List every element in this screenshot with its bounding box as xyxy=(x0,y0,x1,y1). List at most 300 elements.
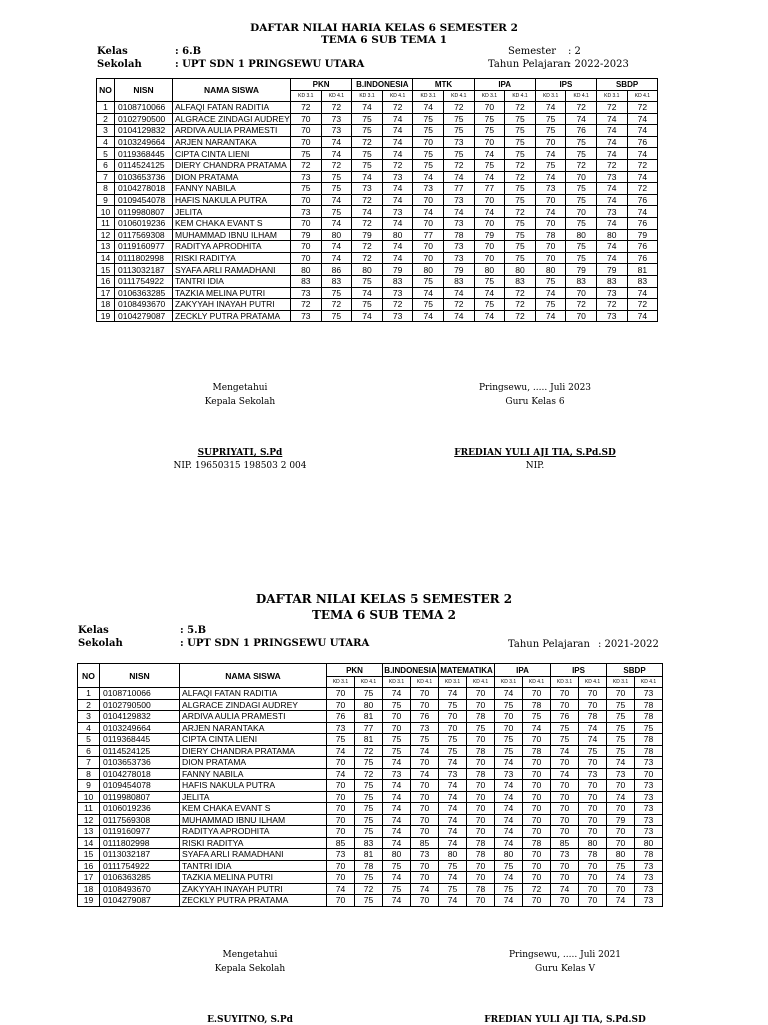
cell-score: 70 xyxy=(579,895,607,907)
cell-score: 70 xyxy=(523,757,551,769)
cell-score: 78 xyxy=(523,699,551,711)
cell-score: 73 xyxy=(444,241,475,253)
cell-score: 74 xyxy=(439,780,467,792)
cell-score: 79 xyxy=(291,229,322,241)
cell-nisn: 0104279087 xyxy=(100,895,180,907)
table-row xyxy=(97,194,658,206)
cell-score: 74 xyxy=(566,113,597,125)
cell-score: 70 xyxy=(551,688,579,700)
cell-score: 72 xyxy=(352,252,383,264)
table-row xyxy=(78,837,663,849)
header-kd: KD 3.1 xyxy=(327,677,355,688)
cell-score: 77 xyxy=(444,183,475,195)
cell-score: 74 xyxy=(607,872,635,884)
cell-score: 70 xyxy=(566,171,597,183)
cell-score: 74 xyxy=(579,734,607,746)
cell-score: 75 xyxy=(607,711,635,723)
header-subject: SBDP xyxy=(596,79,657,91)
cell-score: 74 xyxy=(352,206,383,218)
cell-score: 74 xyxy=(444,171,475,183)
cell-score: 70 xyxy=(579,860,607,872)
cell-score: 72 xyxy=(444,102,475,114)
cell-score: 72 xyxy=(355,745,383,757)
cell-no: 13 xyxy=(97,241,115,253)
cell-score: 78 xyxy=(535,229,566,241)
cell-score: 70 xyxy=(439,711,467,723)
cell-no: 18 xyxy=(78,883,100,895)
cell-score: 80 xyxy=(566,229,597,241)
cell-score: 70 xyxy=(327,826,355,838)
cell-score: 70 xyxy=(327,688,355,700)
cell-score: 75 xyxy=(352,275,383,287)
cell-score: 80 xyxy=(474,264,505,276)
table-row xyxy=(78,826,663,838)
section1-kelas-value: : 6.B xyxy=(175,46,202,57)
cell-nama: ZECKLY PUTRA PRATAMA xyxy=(180,895,327,907)
cell-no: 11 xyxy=(78,803,100,815)
cell-score: 80 xyxy=(505,264,536,276)
cell-nisn: 0119160977 xyxy=(115,241,173,253)
header-nama-siswa: NAMA SISWA xyxy=(173,79,291,102)
cell-score: 70 xyxy=(467,734,495,746)
cell-score: 70 xyxy=(439,722,467,734)
table-row xyxy=(97,299,658,311)
cell-score: 70 xyxy=(327,895,355,907)
cell-score: 72 xyxy=(627,159,658,171)
table-row xyxy=(78,849,663,861)
cell-score: 72 xyxy=(505,310,536,322)
header-subject: B.INDONESIA xyxy=(352,79,413,91)
cell-score: 70 xyxy=(291,252,322,264)
cell-score: 74 xyxy=(383,791,411,803)
cell-score: 73 xyxy=(321,125,352,137)
table-row xyxy=(97,171,658,183)
cell-nisn: 0108493670 xyxy=(115,299,173,311)
cell-score: 74 xyxy=(383,814,411,826)
cell-score: 74 xyxy=(474,287,505,299)
cell-score: 70 xyxy=(523,768,551,780)
cell-score: 78 xyxy=(523,745,551,757)
cell-score: 78 xyxy=(467,849,495,861)
cell-score: 74 xyxy=(411,768,439,780)
cell-score: 70 xyxy=(579,780,607,792)
cell-score: 75 xyxy=(505,136,536,148)
cell-score: 75 xyxy=(413,148,444,160)
section2-sekolah-value: : UPT SDN 1 PRINGSEWU UTARA xyxy=(180,638,370,649)
cell-score: 75 xyxy=(321,206,352,218)
cell-score: 77 xyxy=(355,722,383,734)
cell-score: 72 xyxy=(505,159,536,171)
cell-no: 4 xyxy=(78,722,100,734)
cell-score: 70 xyxy=(607,837,635,849)
cell-no: 7 xyxy=(78,757,100,769)
cell-score: 75 xyxy=(439,883,467,895)
cell-score: 75 xyxy=(355,780,383,792)
section2-tahun-value: : 2021-2022 xyxy=(598,639,659,650)
cell-nisn: 0108710066 xyxy=(115,102,173,114)
cell-score: 70 xyxy=(495,722,523,734)
section1-tahun-label: Tahun Pelajaran xyxy=(488,59,570,70)
cell-score: 81 xyxy=(355,734,383,746)
cell-score: 74 xyxy=(495,803,523,815)
cell-score: 75 xyxy=(551,734,579,746)
cell-score: 73 xyxy=(596,171,627,183)
cell-score: 74 xyxy=(596,125,627,137)
cell-nama: CIPTA CINTA LIENI xyxy=(180,734,327,746)
cell-score: 74 xyxy=(382,241,413,253)
cell-nisn: 0102790500 xyxy=(100,699,180,711)
cell-score: 70 xyxy=(579,803,607,815)
header-row xyxy=(97,79,658,91)
cell-score: 74 xyxy=(495,826,523,838)
cell-score: 75 xyxy=(444,113,475,125)
header-kd: KD 4.1 xyxy=(355,677,383,688)
cell-score: 74 xyxy=(382,113,413,125)
cell-score: 70 xyxy=(474,217,505,229)
cell-score: 74 xyxy=(495,814,523,826)
cell-score: 83 xyxy=(505,275,536,287)
cell-score: 83 xyxy=(382,275,413,287)
cell-score: 72 xyxy=(352,136,383,148)
table-row xyxy=(78,895,663,907)
cell-score: 72 xyxy=(627,183,658,195)
cell-score: 70 xyxy=(327,699,355,711)
cell-score: 70 xyxy=(411,872,439,884)
cell-score: 75 xyxy=(607,722,635,734)
cell-score: 79 xyxy=(627,229,658,241)
table-row xyxy=(78,860,663,872)
cell-score: 70 xyxy=(579,757,607,769)
cell-score: 75 xyxy=(444,148,475,160)
cell-score: 75 xyxy=(607,860,635,872)
cell-score: 74 xyxy=(535,287,566,299)
cell-score: 73 xyxy=(444,217,475,229)
cell-score: 75 xyxy=(439,860,467,872)
cell-no: 8 xyxy=(78,768,100,780)
cell-score: 79 xyxy=(352,229,383,241)
cell-score: 73 xyxy=(635,883,663,895)
cell-score: 75 xyxy=(413,299,444,311)
cell-score: 76 xyxy=(566,125,597,137)
cell-nama: ZAKYYAH INAYAH PUTRI xyxy=(173,299,291,311)
cell-score: 75 xyxy=(495,860,523,872)
cell-score: 74 xyxy=(439,688,467,700)
cell-nisn: 0117569308 xyxy=(100,814,180,826)
cell-score: 70 xyxy=(474,252,505,264)
cell-score: 70 xyxy=(523,895,551,907)
cell-nama: ZECKLY PUTRA PRATAMA xyxy=(173,310,291,322)
cell-nama: HAFIS NAKULA PUTRA xyxy=(180,780,327,792)
cell-score: 70 xyxy=(411,814,439,826)
cell-score: 73 xyxy=(383,768,411,780)
cell-score: 74 xyxy=(382,217,413,229)
cell-score: 72 xyxy=(627,299,658,311)
cell-score: 74 xyxy=(439,895,467,907)
cell-score: 75 xyxy=(439,699,467,711)
cell-score: 70 xyxy=(467,791,495,803)
section2-kelas-label: Kelas xyxy=(78,625,109,636)
cell-nama: JELITA xyxy=(173,206,291,218)
cell-score: 73 xyxy=(635,872,663,884)
cell-score: 70 xyxy=(467,699,495,711)
section2-title-line2: TEMA 6 SUB TEMA 2 xyxy=(311,608,457,622)
cell-score: 75 xyxy=(566,148,597,160)
cell-score: 74 xyxy=(627,148,658,160)
cell-score: 74 xyxy=(495,688,523,700)
cell-nama: JELITA xyxy=(180,791,327,803)
cell-score: 78 xyxy=(579,711,607,723)
table-row xyxy=(97,102,658,114)
cell-score: 74 xyxy=(607,791,635,803)
cell-score: 75 xyxy=(321,183,352,195)
cell-score: 75 xyxy=(474,299,505,311)
cell-score: 70 xyxy=(413,241,444,253)
cell-score: 70 xyxy=(474,241,505,253)
cell-score: 70 xyxy=(411,860,439,872)
cell-nisn: 0106019236 xyxy=(100,803,180,815)
header-kd: KD 4.1 xyxy=(635,677,663,688)
cell-score: 77 xyxy=(413,229,444,241)
section2-grades-table xyxy=(77,663,663,907)
cell-nisn: 0108493670 xyxy=(100,883,180,895)
section1-tahun-value: : 2022-2023 xyxy=(568,59,629,70)
cell-score: 75 xyxy=(505,125,536,137)
cell-nisn: 0114524125 xyxy=(115,159,173,171)
cell-score: 73 xyxy=(495,768,523,780)
cell-score: 85 xyxy=(327,837,355,849)
cell-score: 75 xyxy=(535,113,566,125)
cell-score: 74 xyxy=(439,872,467,884)
cell-score: 72 xyxy=(523,883,551,895)
cell-nisn: 0104129832 xyxy=(115,125,173,137)
cell-score: 75 xyxy=(355,757,383,769)
header-subject: IPA xyxy=(474,79,535,91)
header-kd: KD 4.1 xyxy=(505,91,536,102)
cell-score: 75 xyxy=(383,734,411,746)
cell-score: 70 xyxy=(551,895,579,907)
cell-score: 74 xyxy=(321,241,352,253)
cell-score: 85 xyxy=(411,837,439,849)
cell-score: 75 xyxy=(383,860,411,872)
cell-score: 70 xyxy=(327,872,355,884)
cell-score: 70 xyxy=(411,757,439,769)
cell-score: 75 xyxy=(291,148,322,160)
cell-score: 75 xyxy=(505,194,536,206)
cell-score: 72 xyxy=(505,299,536,311)
header-subject: B.INDONESIA xyxy=(384,665,437,675)
cell-score: 78 xyxy=(467,837,495,849)
cell-score: 72 xyxy=(321,299,352,311)
cell-score: 70 xyxy=(411,688,439,700)
cell-nisn: 0119368445 xyxy=(100,734,180,746)
cell-score: 73 xyxy=(382,206,413,218)
cell-score: 73 xyxy=(635,803,663,815)
cell-score: 74 xyxy=(444,287,475,299)
cell-score: 73 xyxy=(596,206,627,218)
cell-score: 75 xyxy=(566,241,597,253)
cell-score: 75 xyxy=(607,699,635,711)
cell-score: 78 xyxy=(355,860,383,872)
cell-score: 72 xyxy=(291,159,322,171)
cell-no: 12 xyxy=(97,229,115,241)
cell-score: 74 xyxy=(383,826,411,838)
cell-score: 75 xyxy=(474,113,505,125)
section1-semester-value: : 2 xyxy=(568,46,581,57)
cell-no: 6 xyxy=(97,159,115,171)
cell-score: 75 xyxy=(474,125,505,137)
cell-score: 74 xyxy=(607,757,635,769)
cell-score: 75 xyxy=(566,183,597,195)
cell-score: 72 xyxy=(596,299,627,311)
cell-score: 73 xyxy=(382,287,413,299)
cell-nama: ALFAQI FATAN RADITIA xyxy=(173,102,291,114)
cell-score: 70 xyxy=(535,217,566,229)
header-kd: KD 3.1 xyxy=(291,91,322,102)
cell-score: 73 xyxy=(321,113,352,125)
cell-score: 75 xyxy=(352,159,383,171)
section2-kelas-value: : 5.B xyxy=(180,625,207,636)
table-row xyxy=(97,148,658,160)
cell-score: 75 xyxy=(355,803,383,815)
cell-score: 70 xyxy=(467,814,495,826)
cell-score: 74 xyxy=(535,310,566,322)
cell-nisn: 0103249664 xyxy=(100,722,180,734)
cell-score: 76 xyxy=(627,241,658,253)
section1-sign-right-line2: Guru Kelas 6 xyxy=(505,397,565,407)
cell-score: 74 xyxy=(495,757,523,769)
table-row xyxy=(78,780,663,792)
cell-score: 70 xyxy=(566,310,597,322)
section1-title-line1: DAFTAR NILAI HARIA KELAS 6 SEMESTER 2 xyxy=(250,22,518,34)
cell-score: 74 xyxy=(551,883,579,895)
cell-score: 76 xyxy=(627,217,658,229)
cell-score: 73 xyxy=(596,310,627,322)
table-row xyxy=(97,310,658,322)
cell-score: 79 xyxy=(596,264,627,276)
cell-score: 78 xyxy=(635,699,663,711)
cell-score: 73 xyxy=(411,849,439,861)
cell-score: 70 xyxy=(327,814,355,826)
section1-sign-left-nip: NIP. 19650315 198503 2 004 xyxy=(173,461,307,471)
cell-score: 79 xyxy=(474,229,505,241)
cell-score: 74 xyxy=(413,206,444,218)
table-row xyxy=(97,206,658,218)
cell-score: 75 xyxy=(474,275,505,287)
cell-score: 72 xyxy=(291,299,322,311)
header-subject: PKN xyxy=(327,664,383,677)
cell-score: 76 xyxy=(627,252,658,264)
cell-score: 74 xyxy=(327,883,355,895)
section2-sign-right-line1: Pringsewu, ..... Juli 2021 xyxy=(508,950,622,960)
cell-score: 83 xyxy=(291,275,322,287)
cell-score: 70 xyxy=(551,780,579,792)
section1-sign-left-name: SUPRIYATI, S.Pd xyxy=(197,448,283,458)
cell-score: 72 xyxy=(382,159,413,171)
cell-no: 5 xyxy=(78,734,100,746)
cell-score: 74 xyxy=(627,206,658,218)
cell-score: 70 xyxy=(383,711,411,723)
cell-score: 70 xyxy=(579,826,607,838)
table-row xyxy=(97,241,658,253)
cell-score: 70 xyxy=(579,688,607,700)
cell-score: 70 xyxy=(607,883,635,895)
section1-title-line2: TEMA 6 SUB TEMA 1 xyxy=(320,34,448,46)
cell-score: 75 xyxy=(352,113,383,125)
cell-score: 70 xyxy=(551,757,579,769)
cell-score: 78 xyxy=(635,734,663,746)
cell-score: 80 xyxy=(596,229,627,241)
cell-score: 70 xyxy=(474,102,505,114)
cell-no: 5 xyxy=(97,148,115,160)
cell-score: 70 xyxy=(607,826,635,838)
cell-nisn: 0103653736 xyxy=(115,171,173,183)
cell-score: 73 xyxy=(535,183,566,195)
cell-nama: TAZKIA MELINA PUTRI xyxy=(173,287,291,299)
cell-score: 70 xyxy=(467,872,495,884)
cell-score: 70 xyxy=(327,803,355,815)
cell-no: 16 xyxy=(78,860,100,872)
cell-score: 74 xyxy=(535,171,566,183)
cell-no: 9 xyxy=(78,780,100,792)
cell-score: 70 xyxy=(291,113,322,125)
cell-score: 73 xyxy=(635,826,663,838)
cell-score: 70 xyxy=(327,780,355,792)
cell-nisn: 0119160977 xyxy=(100,826,180,838)
cell-score: 70 xyxy=(523,849,551,861)
cell-score: 73 xyxy=(444,194,475,206)
cell-score: 75 xyxy=(355,814,383,826)
cell-score: 75 xyxy=(352,148,383,160)
cell-score: 73 xyxy=(551,849,579,861)
cell-score: 72 xyxy=(444,159,475,171)
cell-score: 70 xyxy=(607,780,635,792)
cell-score: 74 xyxy=(596,183,627,195)
cell-score: 73 xyxy=(579,768,607,780)
cell-no: 14 xyxy=(97,252,115,264)
cell-score: 70 xyxy=(579,699,607,711)
section2-sign-right-name: FREDIAN YULI AJI TIA, S.Pd.SD xyxy=(484,1015,646,1025)
cell-score: 75 xyxy=(355,895,383,907)
section2-sign-left-name: E.SUYITNO, S.Pd xyxy=(207,1015,293,1025)
cell-nisn: 0111754922 xyxy=(100,860,180,872)
cell-no: 9 xyxy=(97,194,115,206)
cell-score: 74 xyxy=(551,768,579,780)
cell-nisn: 0109454078 xyxy=(100,780,180,792)
cell-score: 75 xyxy=(355,688,383,700)
cell-score: 74 xyxy=(607,895,635,907)
cell-score: 75 xyxy=(505,252,536,264)
cell-score: 74 xyxy=(439,837,467,849)
cell-score: 73 xyxy=(635,814,663,826)
cell-score: 74 xyxy=(383,872,411,884)
header-kd: KD 3.1 xyxy=(596,91,627,102)
section2-sign-left-line1: Mengetahui xyxy=(222,950,278,960)
cell-nisn: 0114524125 xyxy=(100,745,180,757)
cell-nisn: 0111802998 xyxy=(100,837,180,849)
cell-score: 70 xyxy=(523,791,551,803)
header-kd: KD 3.1 xyxy=(551,677,579,688)
cell-score: 74 xyxy=(495,872,523,884)
cell-no: 3 xyxy=(97,125,115,137)
cell-score: 74 xyxy=(382,125,413,137)
table-row xyxy=(78,768,663,780)
cell-score: 85 xyxy=(551,837,579,849)
cell-nama: TAZKIA MELINA PUTRI xyxy=(180,872,327,884)
cell-score: 72 xyxy=(382,102,413,114)
cell-score: 74 xyxy=(352,171,383,183)
cell-score: 78 xyxy=(579,849,607,861)
cell-score: 79 xyxy=(607,814,635,826)
